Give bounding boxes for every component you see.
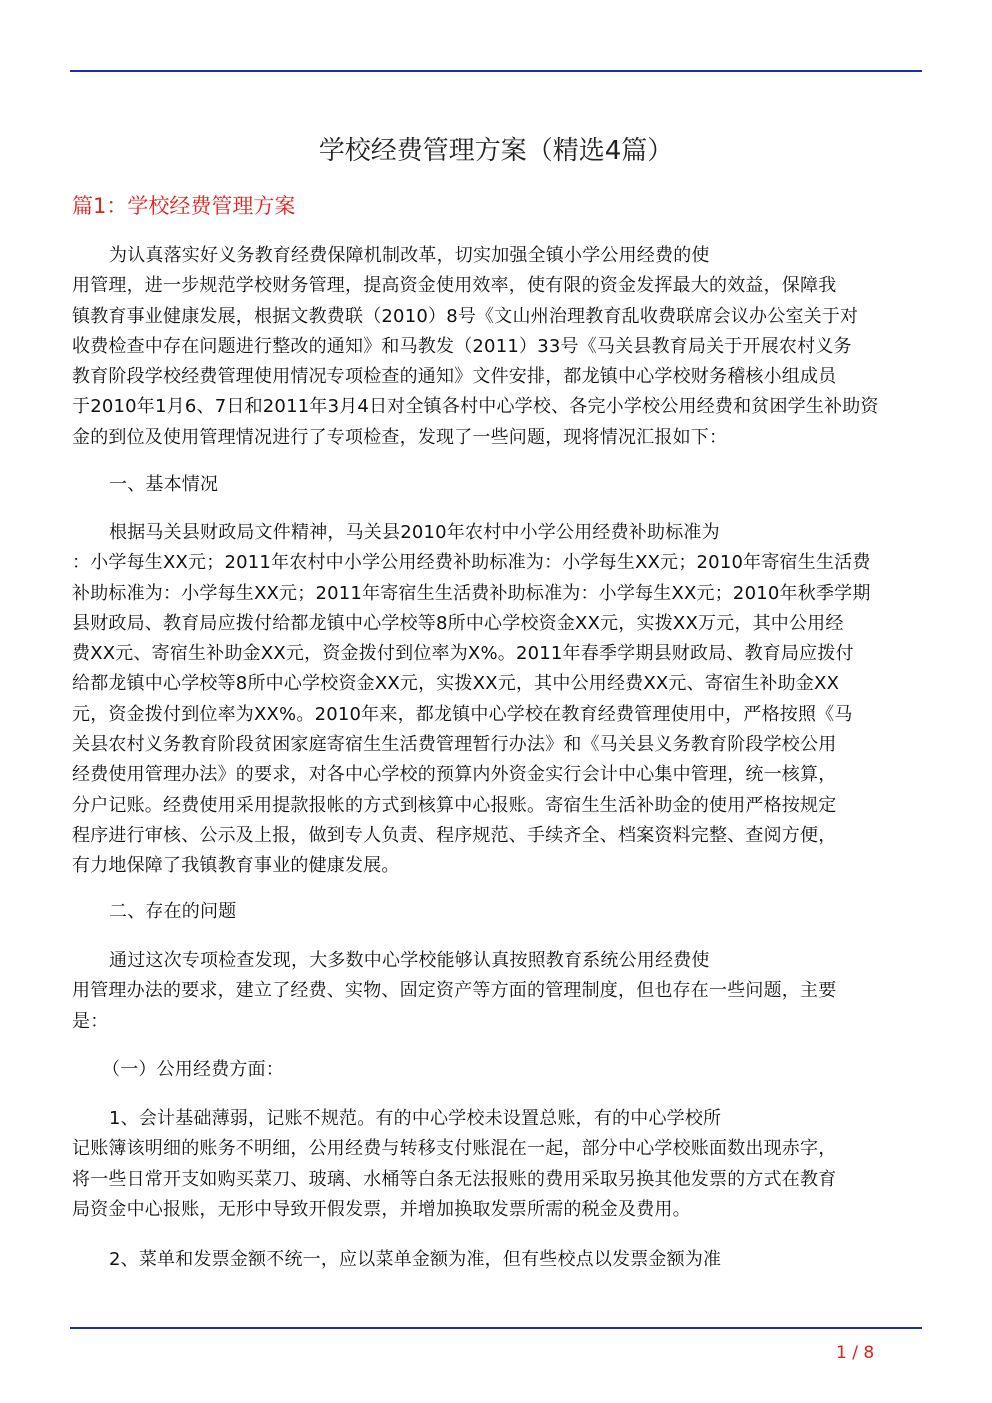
paragraph bbox=[72, 1104, 922, 1225]
paragraph-text: 通过这次专项检查发现，大多数中心学校能够认真按照教育系统公用经费使 用管理办法的要求，建立了经费、实物、固定资产等方面的管理制度，但也存在一些问题，主要 是： bbox=[72, 950, 837, 1032]
paragraph-text: 根据马关县财政局文件精神，马关县2010年农村中小学公用经费补助标准为 ：小学每生XX元；2011年农村中小学公用经费补助标准为：小学每生XX元；2010年寄宿生生活费 补助标准为：小学每生XX元；2011年寄宿生生活费补助标准为：小学每生XX元；2010年秋季学期 县财政局、教育局应拨付给都龙镇中心学校等8所中心学校资金XX元，实拨XX万元，其中公用经 费XX元、寄宿生补助金XX元，资金拨付到位率为X%。2011年春季学期县财政局、教育局应拨付 给都龙镇中心学校等8所中心学校资金XX元，实拨XX元，其中公用经费XX元、寄宿生补助金XX 元，资金拨付到位率为XX%。2010年来，都龙镇中心学校在教育经费管理使用中，严格按照《马 关县农村义务教育阶段贫困家庭寄宿生生活费管理暂行办法》和《马关县义务教育阶段学校公用 经费使用管理办法》的要求，对各中心学校的预算内外资金实行会计中心集中管理，统一核算， 分户记账。经费使用采用提款报帐的方式到核算中心报账。寄宿生生活补助金的使用严格按规定 程序进行审核、公示及上报，做到专人负责、程序规范、手续齐全、档案资料完整、查阅方便， 有力地保障了我镇教育事业的健康发展。 bbox=[72, 522, 871, 877]
subheading: 二、存在的问题 bbox=[109, 901, 237, 922]
paragraph-text: 为认真落实好义务教育经费保障机制改革，切实加强全镇小学公用经费的使 用管理，进一步规范学校财务管理，提高资金使用效率，使有限的资金发挥最大的效益，保障我 镇教育事业健康发展，根据文教费联（2010）8号《文山州治理教育乱收费联席会议办公室关于对 收费检查中存在问题进行整改的通知》和马教发（2011）33号《马关县教育局关于开展农村义务 教育阶段学校经费管理使用情况专项检查的通知》文件安排，都龙镇中心学校财务稽核小组成员 于2010年1月6、7日和2011年3月4日对全镇各村中心学校、各完小学校公用经费和贫困学生补助资 金的到位及使用管理情况进行了专项检查，发现了一些问题，现将情况汇报如下： bbox=[72, 245, 879, 448]
subheading: 一、基本情况 bbox=[109, 474, 219, 495]
paragraph bbox=[72, 946, 922, 1037]
paragraph-text: 1、会计基础薄弱，记账不规范。有的中心学校未设置总账，有的中心学校所 记账簿该明细的账务不明细，公用经费与转移支付账混在一起，部分中心学校账面数出现赤字， 将一些日常开支如购买菜刀、玻璃、水桶等白条无法报账的费用采取另换其他发票的方式在教育 局资金中心报账，无形中导致开假发票，并增加换取发票所需的税金及费用。 bbox=[72, 1108, 837, 1220]
paragraph: 2、菜单和发票金额不统一，应以菜单金额为准，但有些校点以发票金额为准 bbox=[109, 1249, 722, 1270]
footer-rule bbox=[70, 1327, 922, 1329]
subheading: （一）公用经费方面： bbox=[102, 1059, 284, 1080]
header-rule bbox=[70, 70, 922, 72]
page-number: 1 / 8 bbox=[836, 1343, 875, 1363]
paragraph bbox=[72, 241, 922, 453]
paragraph bbox=[72, 518, 922, 882]
section-heading: 篇1：学校经费管理方案 bbox=[72, 194, 296, 218]
page-title: 学校经费管理方案（精选4篇） bbox=[318, 136, 674, 166]
